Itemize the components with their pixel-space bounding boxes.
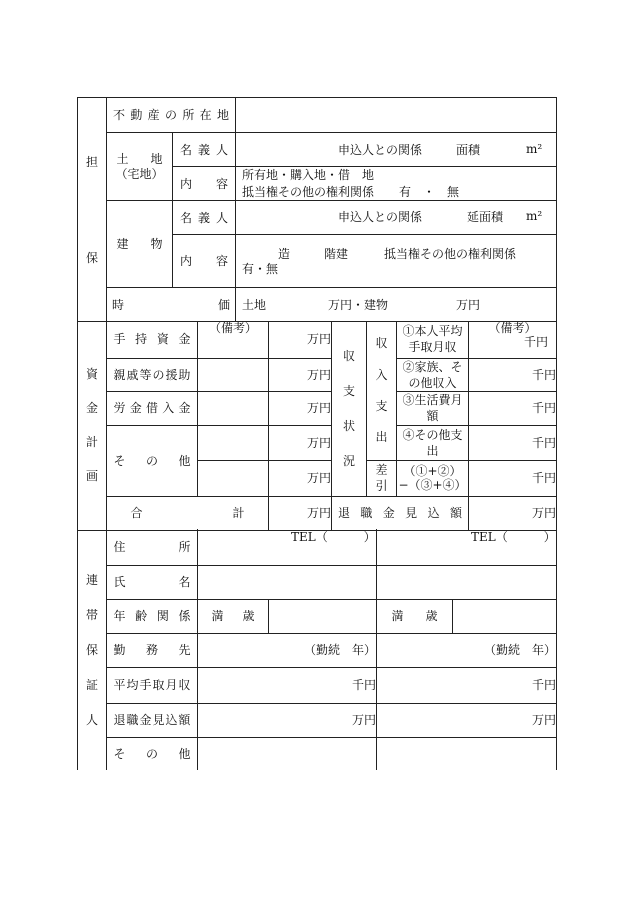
- labor-bank-loan-label: 労 金 借 入 金: [113, 401, 191, 415]
- monthly-income-label-cell: [107, 667, 198, 703]
- guarantor-retirement-label-cell: [107, 703, 198, 737]
- monthly-income-label: 平 均 手 取 月 収: [113, 678, 191, 692]
- guarantor2-employer-field: （勤続 年）: [377, 633, 557, 667]
- land-rights-label: 抵当権その他の権利関係: [242, 185, 375, 199]
- land-relation-label: 申込人との関係: [338, 143, 423, 157]
- balance-side-label: 収 支 状 況: [342, 348, 355, 468]
- land-content-label: 内 容: [180, 176, 228, 191]
- guarantor2-name-field: [377, 565, 557, 599]
- relatives-aid-notes: [198, 358, 269, 391]
- balance-item-4: ④その他支出: [397, 425, 469, 460]
- guarantor2-monthly-income-field: 千円: [377, 667, 557, 703]
- guarantor1-relation-field: [269, 599, 377, 633]
- land-ownership-options: 所有地・購入地・借 地: [242, 168, 375, 182]
- balance-item-2: ②家族、その他収入: [397, 358, 469, 391]
- building-label-cell: [107, 201, 173, 288]
- market-value-land-unit-building-label: 万円・建物: [328, 298, 389, 312]
- guarantor1-other-field: [198, 737, 377, 770]
- location-label: 不 動 産 の 所 在 地: [113, 108, 229, 122]
- total-label-cell: [107, 496, 269, 530]
- land-owner-label-cell: [173, 133, 236, 167]
- land-rights-options: 有 ・ 無: [399, 185, 460, 199]
- land-content-label-cell: [173, 167, 236, 201]
- other-funds-notes-1: [198, 425, 269, 460]
- own-funds-unit: 万円: [269, 321, 332, 358]
- land-label-cell: [107, 133, 173, 201]
- guarantor-retirement-label: 退 職 金 見 込 額: [113, 713, 191, 727]
- difference-label: 差 引: [375, 463, 388, 493]
- guarantor1-retirement-field: 万円: [198, 703, 377, 737]
- total-unit: 万円: [269, 496, 332, 530]
- funding-plan-section: [77, 321, 557, 531]
- land-label: 土 地: [116, 152, 163, 166]
- address-label-cell: [107, 529, 198, 565]
- building-area-label: 延面積: [467, 210, 504, 224]
- retirement-label-cell: [332, 496, 469, 530]
- funding-side-cell: [78, 321, 107, 530]
- labor-bank-loan-label-cell: [107, 391, 198, 425]
- guarantor1-age-label: 満 歳: [211, 609, 255, 623]
- building-rights-label: 抵当権その他の権利関係: [384, 247, 517, 261]
- balance-notes-header: （備考）: [488, 321, 537, 335]
- employer-label: 勤 務 先: [113, 643, 191, 657]
- land-owner-value-field: [236, 133, 557, 167]
- employer-label-cell: [107, 633, 198, 667]
- retirement-unit: 万円: [469, 496, 557, 530]
- collateral-section: [77, 97, 557, 322]
- relatives-aid-unit: 万円: [269, 358, 332, 391]
- balance-item-1-unit: 千円: [523, 335, 548, 349]
- guarantor1-name-field: [198, 565, 377, 599]
- market-value-field: [236, 288, 557, 322]
- address-label: 住 所: [113, 539, 191, 554]
- building-content-label-cell: [173, 235, 236, 288]
- age-relation-label-cell: [107, 599, 198, 633]
- guarantor2-tel-label: TEL（ ）: [471, 530, 556, 544]
- land-owner-label: 名 義 人: [180, 142, 228, 157]
- guarantor2-address-field: [377, 529, 557, 565]
- building-relation-label: 申込人との関係: [338, 210, 423, 224]
- other-funds-unit-2: 万円: [269, 460, 332, 496]
- retirement-label: 退 職 金 見 込 額: [338, 506, 462, 520]
- building-structure-suffix: 造: [278, 247, 291, 261]
- land-area-label: 面積: [456, 143, 481, 157]
- building-area-unit: m²: [526, 209, 543, 223]
- balance-item-3-unit: 千円: [469, 391, 557, 425]
- balance-item-1: ①本人平均手取月収: [397, 321, 469, 358]
- guarantor1-monthly-income-field: 千円: [198, 667, 377, 703]
- building-label: 建 物: [116, 237, 163, 251]
- income-expense-label: 収 入 支 出: [375, 336, 388, 445]
- labor-bank-loan-notes: [198, 391, 269, 425]
- land-area-unit: m²: [526, 142, 543, 156]
- balance-item-2-unit: 千円: [469, 358, 557, 391]
- location-value-field: [236, 98, 557, 133]
- difference-unit: 千円: [469, 460, 557, 496]
- building-owner-label: 名 義 人: [180, 210, 228, 225]
- balance-item-3: ③生活費月額: [397, 391, 469, 425]
- relatives-aid-label-cell: [107, 358, 198, 391]
- difference-label-cell: [367, 460, 397, 496]
- guarantor2-age-field: [377, 599, 453, 633]
- age-relation-label: 年 齢 関 係: [113, 609, 191, 623]
- building-content-label: 内 容: [180, 254, 228, 268]
- funding-notes-header: （備考）: [198, 321, 269, 358]
- name-label-cell: [107, 565, 198, 599]
- guarantor-other-label-cell: [107, 737, 198, 770]
- guarantor1-employer-field: （勤続 年）: [198, 633, 377, 667]
- collateral-side-cell: [78, 98, 107, 322]
- labor-bank-loan-unit: 万円: [269, 391, 332, 425]
- guarantor-side-cell: [78, 529, 107, 770]
- building-owner-value-field: [236, 201, 557, 235]
- building-content-value-field: [236, 235, 557, 288]
- other-funds-label: そ の 他: [113, 453, 191, 468]
- balance-side-cell: [332, 321, 367, 496]
- guarantor-section: [77, 529, 557, 770]
- funding-side-label: 資 金 計 画: [85, 367, 98, 484]
- balance-item-1-value: [469, 321, 557, 358]
- guarantor2-retirement-field: 万円: [377, 703, 557, 737]
- guarantor-other-label: そ の 他: [113, 746, 191, 761]
- building-owner-label-cell: [173, 201, 236, 235]
- income-expense-cell: [367, 321, 397, 460]
- name-label: 氏 名: [113, 575, 191, 589]
- guarantor2-relation-field: [453, 599, 557, 633]
- guarantor1-tel-label: TEL（ ）: [291, 530, 376, 544]
- total-label: 合 計: [130, 506, 245, 520]
- other-funds-label-cell: [107, 425, 198, 496]
- collateral-side-label: 担 保: [85, 154, 98, 265]
- location-label-cell: [107, 98, 236, 133]
- guarantor2-other-field: [377, 737, 557, 770]
- other-funds-unit-1: 万円: [269, 425, 332, 460]
- difference-formula-line1: （①+②）: [403, 464, 462, 478]
- own-funds-label-cell: [107, 321, 198, 358]
- building-rights-options: 有・無: [242, 262, 279, 276]
- land-content-value-field: [236, 167, 557, 201]
- land-sublabel: （宅地）: [115, 167, 164, 181]
- guarantor1-address-field: [198, 529, 377, 565]
- market-value-land-label: 土地: [242, 298, 267, 312]
- balance-item-4-unit: 千円: [469, 425, 557, 460]
- guarantor2-age-label: 満 歳: [391, 609, 438, 623]
- market-value-label-cell: [107, 288, 236, 322]
- difference-formula: [397, 460, 469, 496]
- difference-formula-line2: −（③+④）: [398, 478, 467, 492]
- market-value-building-unit: 万円: [456, 298, 481, 312]
- guarantor1-age-field: [198, 599, 269, 633]
- other-funds-notes-2: [198, 460, 269, 496]
- building-floors-suffix: 階建: [324, 247, 349, 261]
- relatives-aid-label: 親 戚 等 の 援 助: [113, 367, 191, 382]
- market-value-label: 時 価: [112, 297, 230, 312]
- own-funds-label: 手 持 資 金: [113, 332, 191, 347]
- guarantor-side-label: 連 帯 保 証 人: [85, 572, 98, 727]
